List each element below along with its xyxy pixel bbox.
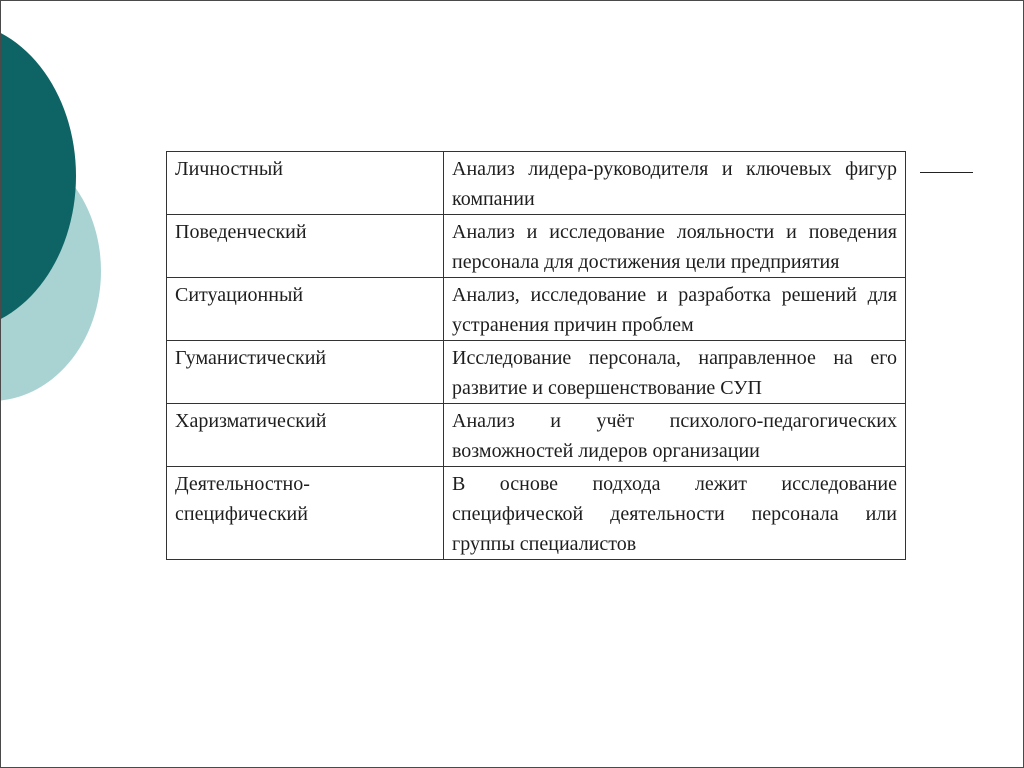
- approach-cell: Личностный: [167, 152, 444, 215]
- table-row: [167, 278, 906, 341]
- table-row: [167, 341, 906, 404]
- table-row: [167, 404, 906, 467]
- description-cell: Анализ и исследование лояльности и поведения персонала для достижения цели предприятия: [444, 215, 906, 278]
- description-cell: Анализ, исследование и разработка решений для устранения причин проблем: [444, 278, 906, 341]
- approach-cell: Поведенческий: [167, 215, 444, 278]
- approaches-table: [166, 151, 906, 560]
- approach-cell: Гуманистический: [167, 341, 444, 404]
- description-cell: Анализ и учёт психолого-педагогических возможностей лидеров организации: [444, 404, 906, 467]
- table-row: [167, 467, 906, 560]
- approach-cell: Ситуационный: [167, 278, 444, 341]
- approach-cell: Харизматический: [167, 404, 444, 467]
- table-row: [167, 215, 906, 278]
- description-cell: Анализ лидера-руководителя и ключевых фигур компании: [444, 152, 906, 215]
- approach-cell: Деятельностно-специфический: [167, 467, 444, 560]
- table-row: [167, 152, 906, 215]
- decorative-dash-line: [920, 172, 973, 173]
- description-cell: Исследование персонала, направленное на его развитие и совершенствование СУП: [444, 341, 906, 404]
- description-cell: В основе подхода лежит исследование специфической деятельности персонала или группы специалистов: [444, 467, 906, 560]
